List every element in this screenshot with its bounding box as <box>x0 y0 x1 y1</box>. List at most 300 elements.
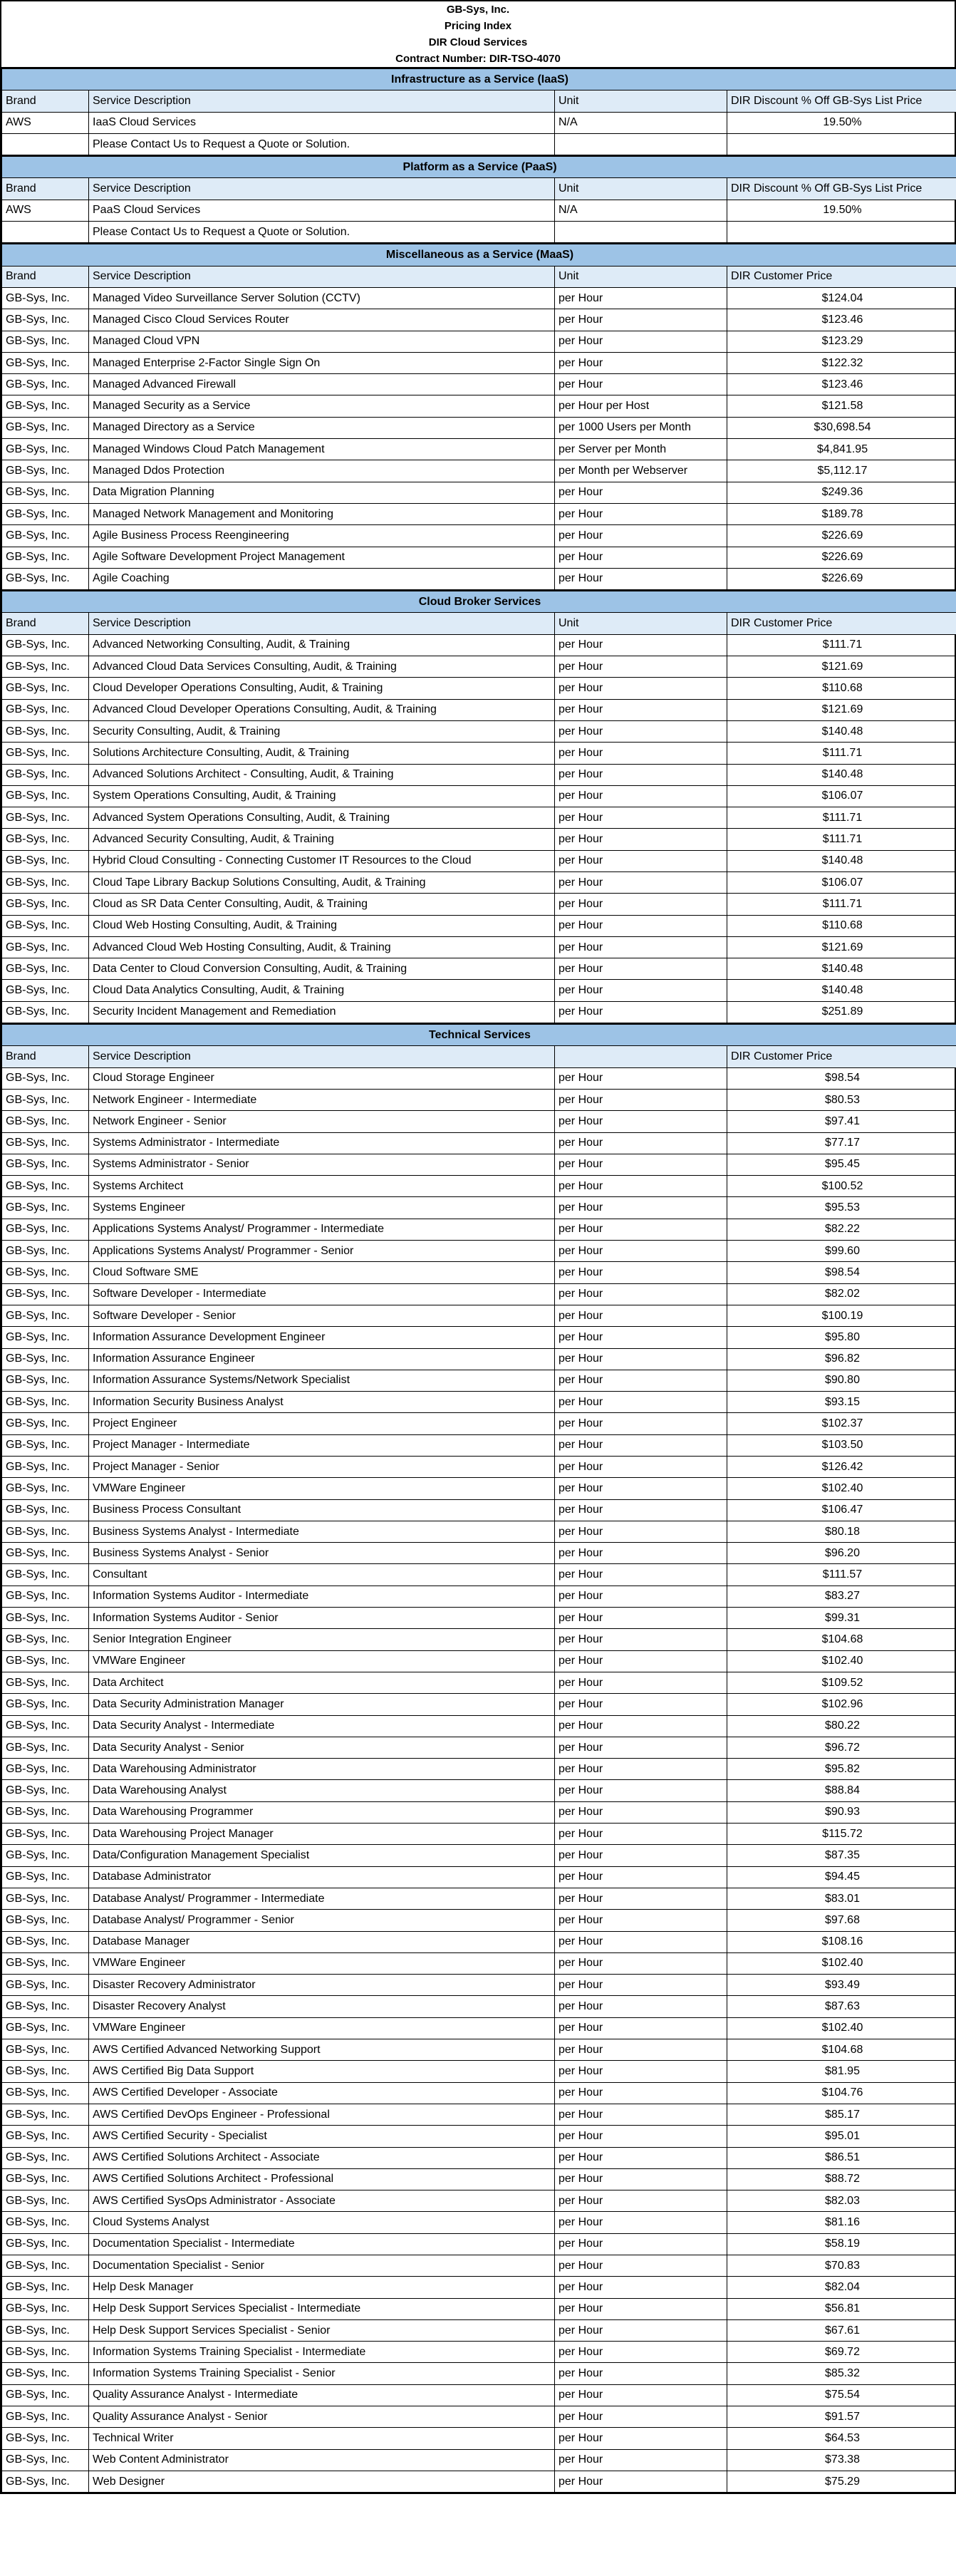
table-row <box>2 1564 956 1586</box>
brand-cell: GB-Sys, Inc. <box>2 2082 89 2104</box>
table-row <box>2 1197 956 1219</box>
price-cell: $77.17 <box>727 1132 956 1154</box>
service-description-cell: Advanced Solutions Architect - Consulting, Audit, & Training <box>89 764 555 785</box>
table-row <box>2 1650 956 1672</box>
table-row <box>2 1952 956 1974</box>
service-description-cell: Project Manager - Intermediate <box>89 1434 555 1456</box>
unit-cell: per Hour <box>555 2147 727 2168</box>
service-description-cell: Security Consulting, Audit, & Training <box>89 720 555 742</box>
brand-cell: GB-Sys, Inc. <box>2 1521 89 1542</box>
brand-cell: GB-Sys, Inc. <box>2 1629 89 1650</box>
price-cell: $102.37 <box>727 1413 956 1434</box>
table-row <box>2 2039 956 2061</box>
service-description-cell: Cloud Systems Analyst <box>89 2212 555 2233</box>
service-description-cell: Advanced Security Consulting, Audit, & Training <box>89 829 555 850</box>
unit-cell: per Hour <box>555 1586 727 1607</box>
unit-cell: per Hour <box>555 656 727 678</box>
service-description-cell: Agile Coaching <box>89 568 555 590</box>
price-cell: $82.03 <box>727 2190 956 2212</box>
price-cell: $249.36 <box>727 482 956 503</box>
brand-cell: GB-Sys, Inc. <box>2 352 89 373</box>
brand-cell: GB-Sys, Inc. <box>2 1564 89 1586</box>
table-row <box>2 1348 956 1370</box>
unit-cell: per Hour <box>555 720 727 742</box>
table-row <box>2 2233 956 2255</box>
service-description-cell: Managed Ddos Protection <box>89 460 555 482</box>
price-cell: $121.58 <box>727 395 956 417</box>
table-row <box>2 980 956 1001</box>
price-cell: $5,112.17 <box>727 460 956 482</box>
table-row <box>2 1629 956 1650</box>
service-description-cell: Project Engineer <box>89 1413 555 1434</box>
brand-cell: GB-Sys, Inc. <box>2 2449 89 2471</box>
unit-cell: per Hour <box>555 634 727 656</box>
unit-cell: per Hour <box>555 850 727 871</box>
unit-cell: per Hour <box>555 1457 727 1478</box>
table-row <box>2 1996 956 2017</box>
brand-cell: GB-Sys, Inc. <box>2 850 89 871</box>
price-cell: $111.71 <box>727 634 956 656</box>
price-cell: $106.07 <box>727 785 956 807</box>
company-name: GB-Sys, Inc. <box>0 0 956 18</box>
brand-cell: GB-Sys, Inc. <box>2 2428 89 2449</box>
service-description-cell: Help Desk Manager <box>89 2277 555 2298</box>
table-row <box>2 915 956 936</box>
service-description-cell: Information Systems Training Specialist - Intermediate <box>89 2342 555 2363</box>
brand-cell: GB-Sys, Inc. <box>2 1952 89 1974</box>
section-title: Miscellaneous as a Service (MaaS) <box>2 244 956 266</box>
brand-cell: GB-Sys, Inc. <box>2 1672 89 1693</box>
price-cell: $88.84 <box>727 1780 956 1801</box>
brand-cell: GB-Sys, Inc. <box>2 2298 89 2319</box>
brand-cell: GB-Sys, Inc. <box>2 894 89 915</box>
price-cell: $67.61 <box>727 2319 956 2341</box>
table-row <box>2 1392 956 1413</box>
price-cell: $56.81 <box>727 2298 956 2319</box>
service-description-cell: Agile Software Development Project Management <box>89 547 555 568</box>
brand-cell: GB-Sys, Inc. <box>2 2363 89 2384</box>
unit-cell: per Hour <box>555 1672 727 1693</box>
service-description-cell: Help Desk Support Services Specialist - Senior <box>89 2319 555 2341</box>
table-row <box>2 309 956 331</box>
unit-cell: per Hour <box>555 894 727 915</box>
price-cell: $104.68 <box>727 2039 956 2061</box>
table-row <box>2 1089 956 1110</box>
service-description-cell: Systems Architect <box>89 1176 555 1197</box>
table-row <box>2 547 956 568</box>
unit-cell: per Hour <box>555 871 727 893</box>
price-cell: 19.50% <box>727 200 956 221</box>
unit-cell: per Hour <box>555 287 727 309</box>
brand-cell: GB-Sys, Inc. <box>2 1392 89 1413</box>
service-description-cell: Applications Systems Analyst/ Programmer - Senior <box>89 1241 555 1262</box>
brand-cell: GB-Sys, Inc. <box>2 807 89 829</box>
brand-cell: GB-Sys, Inc. <box>2 460 89 482</box>
unit-cell: per Hour <box>555 1952 727 1974</box>
unit-cell: per Hour <box>555 936 727 958</box>
brand-cell: GB-Sys, Inc. <box>2 2190 89 2212</box>
unit-cell: per Hour <box>555 1780 727 1801</box>
service-description-cell: Information Systems Auditor - Senior <box>89 1608 555 1629</box>
table-row <box>2 2061 956 2082</box>
price-cell: $81.16 <box>727 2212 956 2233</box>
brand-cell: GB-Sys, Inc. <box>2 309 89 331</box>
service-description-cell: Managed Network Management and Monitoring <box>89 503 555 524</box>
table-row <box>2 1931 956 1952</box>
brand-cell: GB-Sys, Inc. <box>2 1824 89 1845</box>
price-cell: $123.46 <box>727 374 956 395</box>
service-description-cell: AWS Certified Security - Specialist <box>89 2126 555 2147</box>
service-description-cell: Quality Assurance Analyst - Senior <box>89 2406 555 2428</box>
brand-cell: GB-Sys, Inc. <box>2 1499 89 1521</box>
table-row <box>2 2104 956 2125</box>
table-row <box>2 1001 956 1023</box>
brand-cell: AWS <box>2 112 89 133</box>
table-row <box>2 1434 956 1456</box>
unit-cell: per Hour <box>555 1001 727 1023</box>
price-cell: $226.69 <box>727 568 956 590</box>
price-cell: $140.48 <box>727 850 956 871</box>
brand-cell: GB-Sys, Inc. <box>2 871 89 893</box>
unit-cell: per Hour <box>555 1521 727 1542</box>
unit-cell: per Hour <box>555 2017 727 2039</box>
service-description-cell: PaaS Cloud Services <box>89 200 555 221</box>
unit-cell: per Hour <box>555 1241 727 1262</box>
brand-cell: GB-Sys, Inc. <box>2 1305 89 1326</box>
brand-cell: GB-Sys, Inc. <box>2 1370 89 1391</box>
table-row <box>2 1801 956 1823</box>
unit-cell <box>555 133 727 155</box>
table-row <box>2 460 956 482</box>
service-description-cell: Agile Business Process Reengineering <box>89 525 555 547</box>
service-description-cell: Data/Configuration Management Specialist <box>89 1845 555 1866</box>
price-cell <box>727 133 956 155</box>
price-cell: $80.18 <box>727 1521 956 1542</box>
table-row <box>2 2017 956 2039</box>
price-cell: $123.29 <box>727 331 956 352</box>
service-description-cell: Information Assurance Systems/Network Specialist <box>89 1370 555 1391</box>
service-description-cell: Advanced Cloud Data Services Consulting, Audit, & Training <box>89 656 555 678</box>
service-description-cell: Data Warehousing Project Manager <box>89 1824 555 1845</box>
price-cell: $140.48 <box>727 764 956 785</box>
brand-cell <box>2 133 89 155</box>
brand-cell: GB-Sys, Inc. <box>2 287 89 309</box>
unit-cell: per Hour <box>555 1283 727 1305</box>
service-description-cell: Managed Enterprise 2-Factor Single Sign On <box>89 352 555 373</box>
price-cell: $110.68 <box>727 915 956 936</box>
price-cell: $88.72 <box>727 2168 956 2190</box>
brand-cell: GB-Sys, Inc. <box>2 2017 89 2039</box>
unit-cell: per Hour <box>555 2255 727 2276</box>
unit-cell: per Hour <box>555 2449 727 2471</box>
price-cell: $102.40 <box>727 2017 956 2039</box>
unit-cell: per Hour per Host <box>555 395 727 417</box>
table-row <box>2 287 956 309</box>
unit-cell: per Hour <box>555 2342 727 2363</box>
service-description-cell: Network Engineer - Intermediate <box>89 1089 555 1110</box>
table-row <box>2 1824 956 1845</box>
unit-cell: per Hour <box>555 1262 727 1283</box>
brand-cell: GB-Sys, Inc. <box>2 980 89 1001</box>
price-cell: $69.72 <box>727 2342 956 2363</box>
unit-cell: per Hour <box>555 1888 727 1909</box>
service-description-cell: AWS Certified Solutions Architect - Professional <box>89 2168 555 2190</box>
price-cell: $94.45 <box>727 1866 956 1888</box>
price-cell: $75.29 <box>727 2471 956 2492</box>
price-cell: $99.31 <box>727 1608 956 1629</box>
table-row <box>2 1132 956 1154</box>
section-title: Infrastructure as a Service (IaaS) <box>2 68 956 90</box>
brand-cell: GB-Sys, Inc. <box>2 1737 89 1758</box>
service-description-cell: VMWare Engineer <box>89 1478 555 1499</box>
unit-cell: per Hour <box>555 352 727 373</box>
brand-cell: GB-Sys, Inc. <box>2 1608 89 1629</box>
service-description-cell: Data Security Analyst - Intermediate <box>89 1715 555 1737</box>
brand-cell: GB-Sys, Inc. <box>2 374 89 395</box>
price-cell: $189.78 <box>727 503 956 524</box>
brand-cell: GB-Sys, Inc. <box>2 1219 89 1240</box>
service-description-cell: Consultant <box>89 1564 555 1586</box>
table-row <box>2 871 956 893</box>
price-cell: $140.48 <box>727 958 956 980</box>
table-row <box>2 2428 956 2449</box>
unit-cell: per Hour <box>555 2212 727 2233</box>
table-row <box>2 1241 956 1262</box>
unit-cell: per Hour <box>555 2061 727 2082</box>
brand-cell: GB-Sys, Inc. <box>2 1089 89 1110</box>
service-description-cell: Project Manager - Senior <box>89 1457 555 1478</box>
brand-cell: AWS <box>2 200 89 221</box>
pricing-table-body <box>2 68 956 2493</box>
service-description-cell: Data Warehousing Programmer <box>89 1801 555 1823</box>
service-description-cell: Network Engineer - Senior <box>89 1111 555 1132</box>
table-row <box>2 1608 956 1629</box>
table-row <box>2 785 956 807</box>
unit-cell: per Hour <box>555 1434 727 1456</box>
brand-cell: GB-Sys, Inc. <box>2 2104 89 2125</box>
section-header <box>2 68 956 90</box>
price-cell: $87.63 <box>727 1996 956 2017</box>
table-row <box>2 2277 956 2298</box>
price-cell: $111.71 <box>727 829 956 850</box>
unit-cell: per Hour <box>555 1931 727 1952</box>
unit-cell: per Hour <box>555 525 727 547</box>
brand-cell: GB-Sys, Inc. <box>2 2147 89 2168</box>
price-column-header: DIR Customer Price <box>727 266 956 287</box>
section-header <box>2 591 956 613</box>
price-cell: $95.82 <box>727 1759 956 1780</box>
table-row <box>2 1888 956 1909</box>
service-description-cell: Data Migration Planning <box>89 482 555 503</box>
table-row <box>2 1759 956 1780</box>
brand-cell: GB-Sys, Inc. <box>2 1780 89 1801</box>
brand-cell: GB-Sys, Inc. <box>2 2471 89 2492</box>
price-cell: $93.15 <box>727 1392 956 1413</box>
brand-cell: GB-Sys, Inc. <box>2 1715 89 1737</box>
unit-cell: per Hour <box>555 309 727 331</box>
section-header <box>2 1024 956 1046</box>
brand-cell: GB-Sys, Inc. <box>2 525 89 547</box>
price-cell: $124.04 <box>727 287 956 309</box>
price-cell: $121.69 <box>727 699 956 720</box>
unit-cell: per Hour <box>555 2039 727 2061</box>
service-description-cell: Technical Writer <box>89 2428 555 2449</box>
document-title: Pricing Index <box>0 18 956 34</box>
table-row <box>2 764 956 785</box>
unit-cell: per Hour <box>555 1478 727 1499</box>
table-row <box>2 894 956 915</box>
brand-cell: GB-Sys, Inc. <box>2 2319 89 2341</box>
brand-cell: GB-Sys, Inc. <box>2 1650 89 1672</box>
price-cell: $103.50 <box>727 1434 956 1456</box>
service-description-cell: Hybrid Cloud Consulting - Connecting Customer IT Resources to the Cloud <box>89 850 555 871</box>
service-description-cell: Cloud Storage Engineer <box>89 1067 555 1089</box>
price-cell: $91.57 <box>727 2406 956 2428</box>
brand-cell: GB-Sys, Inc. <box>2 547 89 568</box>
price-cell: $81.95 <box>727 2061 956 2082</box>
unit-cell: per 1000 Users per Month <box>555 417 727 438</box>
table-row <box>2 1111 956 1132</box>
service-description-cell: Information Assurance Development Engineer <box>89 1327 555 1348</box>
unit-cell: per Hour <box>555 2428 727 2449</box>
table-row <box>2 1327 956 1348</box>
pricing-table <box>1 67 956 2493</box>
price-cell: $4,841.95 <box>727 439 956 460</box>
unit-cell: per Hour <box>555 1348 727 1370</box>
service-description-cell: Software Developer - Senior <box>89 1305 555 1326</box>
brand-cell: GB-Sys, Inc. <box>2 1866 89 1888</box>
service-description-cell: Database Analyst/ Programmer - Intermediate <box>89 1888 555 1909</box>
unit-cell: per Hour <box>555 374 727 395</box>
price-cell: $95.01 <box>727 2126 956 2147</box>
unit-cell: per Hour <box>555 2363 727 2384</box>
unit-cell: per Hour <box>555 1801 727 1823</box>
unit-cell: per Hour <box>555 547 727 568</box>
price-cell: $109.52 <box>727 1672 956 1693</box>
table-row <box>2 568 956 590</box>
unit-cell: N/A <box>555 200 727 221</box>
unit-cell: per Hour <box>555 1413 727 1434</box>
price-cell: $80.53 <box>727 1089 956 1110</box>
brand-cell: GB-Sys, Inc. <box>2 1111 89 1132</box>
unit-cell: per Hour <box>555 1759 727 1780</box>
unit-cell: per Hour <box>555 482 727 503</box>
service-description-cell: Disaster Recovery Analyst <box>89 1996 555 2017</box>
service-description-cell: Security Incident Management and Remediation <box>89 1001 555 1023</box>
price-cell: $90.80 <box>727 1370 956 1391</box>
table-row <box>2 482 956 503</box>
table-row <box>2 133 956 155</box>
table-row <box>2 807 956 829</box>
unit-cell: per Hour <box>555 1392 727 1413</box>
brand-cell: GB-Sys, Inc. <box>2 1694 89 1715</box>
table-row <box>2 2190 956 2212</box>
unit-cell: per Hour <box>555 1543 727 1564</box>
price-cell: $83.27 <box>727 1586 956 1607</box>
table-row <box>2 699 956 720</box>
table-row <box>2 1413 956 1434</box>
service-description-cell: Applications Systems Analyst/ Programmer - Intermediate <box>89 1219 555 1240</box>
service-description-column-header: Service Description <box>89 1046 555 1067</box>
brand-cell: GB-Sys, Inc. <box>2 958 89 980</box>
price-cell: $85.17 <box>727 2104 956 2125</box>
service-description-cell: Database Administrator <box>89 1866 555 1888</box>
brand-cell: GB-Sys, Inc. <box>2 2168 89 2190</box>
brand-cell: GB-Sys, Inc. <box>2 2061 89 2082</box>
service-description-cell: Cloud Data Analytics Consulting, Audit, & Training <box>89 980 555 1001</box>
service-description-cell: Business Systems Analyst - Senior <box>89 1543 555 1564</box>
table-row <box>2 2471 956 2492</box>
brand-cell: GB-Sys, Inc. <box>2 1327 89 1348</box>
brand-cell: GB-Sys, Inc. <box>2 1262 89 1283</box>
price-cell: $93.49 <box>727 1975 956 1996</box>
price-cell: $98.54 <box>727 1067 956 1089</box>
brand-cell: GB-Sys, Inc. <box>2 1434 89 1456</box>
price-cell: $97.41 <box>727 1111 956 1132</box>
service-description-cell: VMWare Engineer <box>89 2017 555 2039</box>
table-row <box>2 1737 956 1758</box>
brand-cell: GB-Sys, Inc. <box>2 331 89 352</box>
brand-cell: GB-Sys, Inc. <box>2 1478 89 1499</box>
brand-column-header: Brand <box>2 266 89 287</box>
unit-column-header: Unit <box>555 613 727 634</box>
service-description-cell: Systems Engineer <box>89 1197 555 1219</box>
price-cell: $70.83 <box>727 2255 956 2276</box>
service-description-cell: Please Contact Us to Request a Quote or Solution. <box>89 222 555 244</box>
unit-cell: per Hour <box>555 1737 727 1758</box>
unit-cell: per Hour <box>555 2319 727 2341</box>
price-cell: $104.76 <box>727 2082 956 2104</box>
table-row <box>2 2255 956 2276</box>
table-row <box>2 1262 956 1283</box>
unit-cell: per Hour <box>555 2233 727 2255</box>
service-description-cell: AWS Certified SysOps Administrator - Associate <box>89 2190 555 2212</box>
brand-cell: GB-Sys, Inc. <box>2 2255 89 2276</box>
table-row <box>2 1866 956 1888</box>
price-cell: $126.42 <box>727 1457 956 1478</box>
table-row <box>2 2298 956 2319</box>
unit-cell: per Hour <box>555 2406 727 2428</box>
unit-cell: per Hour <box>555 807 727 829</box>
section-header <box>2 244 956 266</box>
unit-cell: per Hour <box>555 2277 727 2298</box>
service-description-column-header: Service Description <box>89 266 555 287</box>
unit-cell: per Hour <box>555 1629 727 1650</box>
unit-cell: per Hour <box>555 1996 727 2017</box>
service-description-cell: Database Analyst/ Programmer - Senior <box>89 1910 555 1931</box>
service-description-cell: Managed Cisco Cloud Services Router <box>89 309 555 331</box>
table-row <box>2 2319 956 2341</box>
unit-cell: per Hour <box>555 1608 727 1629</box>
price-cell: $106.47 <box>727 1499 956 1521</box>
table-row <box>2 850 956 871</box>
document-subtitle: DIR Cloud Services <box>0 34 956 51</box>
brand-cell: GB-Sys, Inc. <box>2 1176 89 1197</box>
brand-cell <box>2 222 89 244</box>
price-cell: $96.72 <box>727 1737 956 1758</box>
unit-cell: per Hour <box>555 2082 727 2104</box>
service-description-column-header: Service Description <box>89 178 555 200</box>
table-row <box>2 656 956 678</box>
unit-column-header: Unit <box>555 178 727 200</box>
table-row <box>2 1067 956 1089</box>
service-description-cell: Senior Integration Engineer <box>89 1629 555 1650</box>
brand-cell: GB-Sys, Inc. <box>2 785 89 807</box>
brand-cell: GB-Sys, Inc. <box>2 2126 89 2147</box>
brand-cell: GB-Sys, Inc. <box>2 634 89 656</box>
service-description-cell: Documentation Specialist - Intermediate <box>89 2233 555 2255</box>
table-row <box>2 634 956 656</box>
